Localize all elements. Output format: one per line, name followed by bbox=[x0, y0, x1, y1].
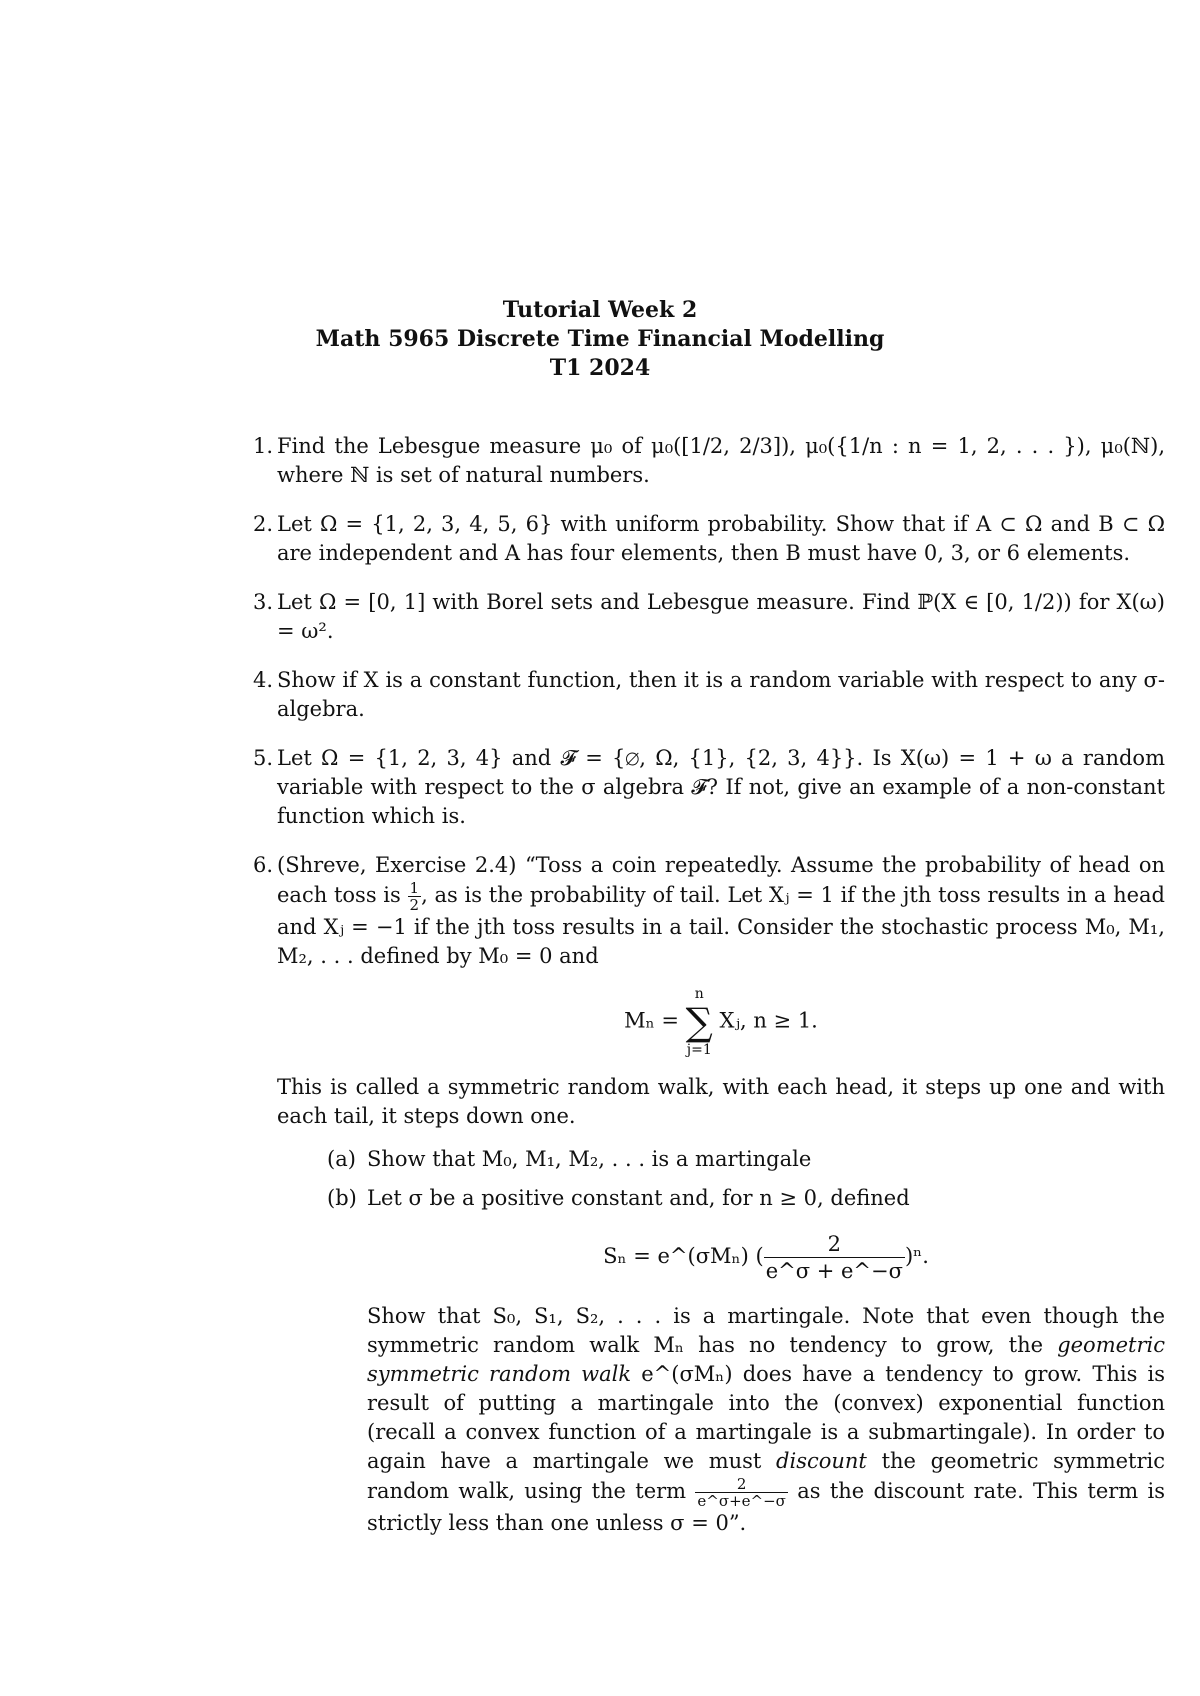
problem-text: Find the Lebesgue measure μ₀ of μ₀([1/2, 2/3]), μ₀({1/n : n = 1, 2, . . . }), μ₀(ℕ), where ℕ is set of natural numbers. bbox=[277, 434, 1165, 487]
explanation-text-2: e^(σMₙ) does have a tendency to grow. This is result of putting a martingale into the (convex) exponential function (recall a convex function of a martingale is a submartingale). In order to again have a martingale we must bbox=[367, 1362, 1165, 1473]
problem-text: Let Ω = {1, 2, 3, 4} and 𝓕 = {∅, Ω, {1}, {2, 3, 4}}. Is X(ω) = 1 + ω a random variable with respect to the σ algebra 𝓕? If not, give an example of a non-constant function which is. bbox=[277, 746, 1165, 828]
part-a bbox=[327, 1145, 1165, 1174]
problem-6 bbox=[245, 851, 1165, 1538]
explanation-text-4: as the discount rate. This term is strictly less than one unless σ = 0”. bbox=[367, 1479, 1165, 1535]
fraction-denominator: e^σ+e^−σ bbox=[697, 1492, 786, 1510]
title-block bbox=[0, 296, 1200, 383]
equation-lhs: Sₙ = e^(σMₙ) ( bbox=[603, 1244, 764, 1268]
problem-number: 6. bbox=[252, 853, 273, 877]
part-b-explanation bbox=[367, 1302, 1165, 1538]
random-walk-description: This is called a symmetric random walk, with each head, it steps up one and with each tail, it steps down one. bbox=[277, 1075, 1165, 1128]
random-walk-equation bbox=[277, 985, 1165, 1059]
explanation-text-3: the geometric symmetric random walk, using the term bbox=[367, 1449, 1165, 1503]
problem-4 bbox=[245, 666, 1165, 724]
problem-text: Show if X is a constant function, then it is a random variable with respect to any σ-algebra. bbox=[277, 668, 1165, 721]
problem-1 bbox=[245, 432, 1165, 490]
fraction-numerator: 2 bbox=[764, 1231, 905, 1258]
part-label: (a) bbox=[327, 1147, 356, 1171]
problem-2 bbox=[245, 510, 1165, 568]
inline-discount-fraction bbox=[695, 1476, 788, 1509]
problem-text bbox=[277, 853, 1165, 968]
part-b bbox=[327, 1184, 1165, 1538]
discount-fraction bbox=[764, 1231, 905, 1284]
equation-rhs: Xⱼ, n ≥ 1. bbox=[719, 1008, 818, 1033]
fraction-denominator: 2 bbox=[409, 896, 420, 914]
problem-6-intro: (Shreve, Exercise 2.4) “Toss a coin repeatedly. Assume the probability of head on each toss is bbox=[277, 853, 1165, 907]
problem-number: 4. bbox=[252, 668, 273, 692]
sum-upper-limit: n bbox=[694, 986, 704, 1002]
geometric-walk-equation bbox=[367, 1231, 1165, 1284]
emphasis-discount: discount bbox=[776, 1449, 867, 1473]
part-text: Show that M₀, M₁, M₂, . . . is a martingale bbox=[367, 1147, 812, 1171]
part-text: Let σ be a positive constant and, for n ≥ 0, defined bbox=[367, 1186, 910, 1210]
fraction-denominator: e^σ + e^−σ bbox=[765, 1259, 903, 1283]
problem-text: Let Ω = [0, 1] with Borel sets and Lebesgue measure. Find ℙ(X ∈ [0, 1/2)) for X(ω) = ω². bbox=[277, 590, 1165, 643]
problem-number: 1. bbox=[252, 434, 273, 458]
problem-3 bbox=[245, 588, 1165, 646]
course-title: Math 5965 Discrete Time Financial Modelling bbox=[315, 326, 885, 352]
tutorial-title: Tutorial Week 2 bbox=[502, 297, 698, 323]
problem-number: 3. bbox=[252, 590, 273, 614]
emphasis-geometric-walk: geometric symmetric random walk bbox=[367, 1333, 1165, 1386]
problem-text: Let Ω = {1, 2, 3, 4, 5, 6} with uniform probability. Show that if A ⊂ Ω and B ⊂ Ω are independent and A has four elements, then B must have 0, 3, or 6 elements. bbox=[277, 512, 1165, 565]
equation-rhs: )ⁿ. bbox=[904, 1244, 929, 1268]
problem-list bbox=[245, 432, 1165, 1558]
problem-5 bbox=[245, 744, 1165, 831]
fraction-numerator: 2 bbox=[695, 1476, 788, 1493]
problem-6-description: , as is the probability of tail. Let Xⱼ = 1 if the jth toss results in a head and Xⱼ = −1 if the jth toss results in a tail. Consider the stochastic process M₀, M₁, M₂, . . . defined by M₀ = 0 and bbox=[277, 883, 1165, 968]
sum-lower-limit: j=1 bbox=[686, 1042, 712, 1058]
sum-symbol: ∑ bbox=[685, 1000, 713, 1044]
part-label: (b) bbox=[327, 1186, 357, 1210]
problem-number: 2. bbox=[252, 512, 273, 536]
term-title: T1 2024 bbox=[549, 355, 651, 381]
explanation-text-1: Show that S₀, S₁, S₂, . . . is a martingale. Note that even though the symmetric random walk Mₙ has no tendency to grow, the bbox=[367, 1304, 1165, 1357]
summation bbox=[686, 985, 713, 1059]
problem-number: 5. bbox=[252, 746, 273, 770]
one-half-fraction bbox=[408, 880, 422, 913]
fraction-numerator: 1 bbox=[409, 879, 420, 897]
equation-lhs: Mₙ = bbox=[624, 1008, 679, 1033]
